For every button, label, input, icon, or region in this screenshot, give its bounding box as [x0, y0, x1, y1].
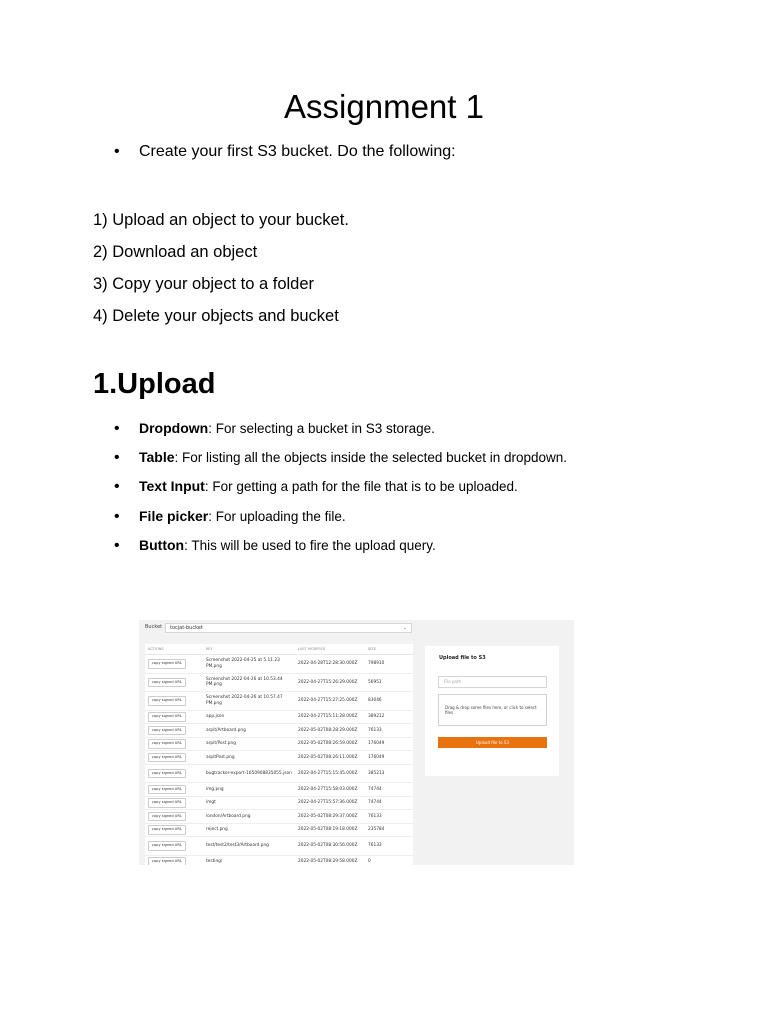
table-row — [145, 751, 413, 765]
steps-list — [93, 204, 349, 332]
key-cell: reject.png — [203, 823, 295, 837]
modified-cell: 2022-04-27T15:27:25.000Z — [295, 692, 365, 711]
actions-cell — [145, 810, 203, 824]
copy-signed-url-button[interactable]: copy signed URL — [148, 798, 186, 808]
modified-cell: 2022-04-27T15:58:03.000Z — [295, 783, 365, 797]
size-cell: 74744 — [365, 783, 413, 797]
key-cell: imgt — [203, 796, 295, 810]
key-cell: Screenshot 2022-04-26 at 10.53.44 PM.png — [203, 673, 295, 692]
feature-term: Text Input — [139, 478, 205, 495]
modified-cell: 2022-05-02T08:26:59.000Z — [295, 737, 365, 751]
copy-signed-url-button[interactable]: copy signed URL — [148, 785, 186, 795]
bucket-bar — [139, 620, 574, 636]
modified-cell: 2022-05-02T08:29:58.000Z — [295, 855, 365, 865]
actions-cell — [145, 855, 203, 865]
feature-desc: : For selecting a bucket in S3 storage. — [208, 421, 435, 436]
modified-cell: 2022-05-02T08:19:18.000Z — [295, 823, 365, 837]
actions-cell — [145, 692, 203, 711]
copy-signed-url-button[interactable]: copy signed URL — [148, 678, 186, 688]
column-header: LAST MODIFIED — [295, 644, 365, 655]
key-cell: app.json — [203, 710, 295, 724]
actions-cell — [145, 673, 203, 692]
feature-desc: : For listing all the objects inside the selected bucket in dropdown. — [174, 450, 568, 466]
key-cell: test/test2/test3/Artboard.png — [203, 837, 295, 856]
bucket-label: Bucket — [145, 624, 163, 630]
actions-cell — [145, 710, 203, 724]
key-cell: Screenshot 2022-04-25 at 5.11.23 PM.png — [203, 655, 295, 674]
section-heading: 1.Upload — [93, 368, 216, 400]
copy-signed-url-button[interactable]: copy signed URL — [148, 857, 186, 865]
bullet-icon: • — [114, 420, 120, 437]
feature-desc: : For uploading the file. — [208, 508, 346, 524]
feature-item — [114, 414, 734, 443]
key-cell: testing/ — [203, 855, 295, 865]
copy-signed-url-button[interactable]: copy signed URL — [148, 769, 186, 779]
step-item: 2) Download an object — [93, 243, 258, 261]
size-cell: 76133 — [365, 724, 413, 738]
bullet-icon: • — [114, 536, 120, 554]
feature-item — [114, 502, 734, 531]
copy-signed-url-button[interactable]: copy signed URL — [148, 739, 186, 749]
bullet-icon: • — [114, 507, 120, 525]
actions-cell — [145, 764, 203, 783]
size-cell: 74744 — [365, 796, 413, 810]
upload-card — [425, 646, 559, 776]
size-cell: 385213 — [365, 764, 413, 783]
objects-table — [145, 644, 413, 865]
bucket-value: tocjat-bucket — [170, 625, 203, 631]
actions-cell — [145, 823, 203, 837]
key-cell: arpit/Artboard.png — [203, 724, 295, 738]
modified-cell: 2022-04-27T15:11:28.000Z — [295, 710, 365, 724]
upload-button[interactable]: Upload file to S3 — [438, 737, 547, 748]
modified-cell: 2022-04-27T15:57:36.000Z — [295, 796, 365, 810]
actions-cell — [145, 724, 203, 738]
feature-item — [114, 443, 734, 472]
copy-signed-url-button[interactable]: copy signed URL — [148, 712, 186, 722]
feature-item — [114, 472, 734, 501]
size-cell: 76133 — [365, 837, 413, 856]
embedded-screenshot — [139, 620, 574, 865]
copy-signed-url-button[interactable]: copy signed URL — [148, 825, 186, 835]
modified-cell: 2022-04-27T15:26:29.000Z — [295, 673, 365, 692]
size-cell: 389212 — [365, 710, 413, 724]
column-header: KEY — [203, 644, 295, 655]
table-row — [145, 796, 413, 810]
size-cell: 235784 — [365, 823, 413, 837]
size-cell: 83046 — [365, 692, 413, 711]
key-cell: bugtracker-export-1650908835055.json — [203, 764, 295, 783]
column-header: ACTIONS — [145, 644, 203, 655]
feature-term: Dropdown — [139, 420, 209, 436]
chevron-down-icon: ⌄ — [402, 625, 407, 631]
copy-signed-url-button[interactable]: copy signed URL — [148, 659, 186, 669]
step-item: 1) Upload an object to your bucket. — [93, 211, 349, 229]
size-cell: 798910 — [365, 655, 413, 674]
key-cell: london/Artboard.png — [203, 810, 295, 824]
feature-term: Table — [139, 449, 175, 466]
page-title: Assignment 1 — [284, 88, 484, 125]
table-row — [145, 810, 413, 824]
table-header-row — [145, 644, 413, 655]
actions-cell — [145, 837, 203, 856]
step-item: 3) Copy your object to a folder — [93, 275, 315, 293]
intro-list — [114, 140, 456, 164]
upload-title: Upload file to S3 — [439, 655, 486, 661]
copy-signed-url-button[interactable]: copy signed URL — [148, 696, 186, 706]
feature-item — [114, 531, 734, 560]
modified-cell: 2022-04-27T15:15:45.000Z — [295, 764, 365, 783]
size-cell: 0 — [365, 855, 413, 865]
file-drop-zone[interactable]: Drag & drop some files here, or click to select files — [438, 694, 547, 726]
step-item: 4) Delete your objects and bucket — [93, 307, 339, 325]
table-row — [145, 823, 413, 837]
bullet-icon: • — [114, 449, 120, 467]
file-path-input[interactable]: File path — [438, 676, 547, 688]
table-row — [145, 855, 413, 865]
modified-cell: 2022-05-02T08:30:56.000Z — [295, 837, 365, 856]
feature-desc: : For getting a path for the file that is to be uploaded. — [204, 479, 518, 495]
bullet-icon: • — [114, 143, 120, 160]
bullet-icon: • — [114, 478, 120, 496]
modified-cell: 2022-05-02T08:28:29.000Z — [295, 724, 365, 738]
actions-cell — [145, 751, 203, 765]
actions-cell — [145, 655, 203, 674]
table-row — [145, 710, 413, 724]
size-cell: 176049 — [365, 751, 413, 765]
modified-cell: 2022-05-02T08:26:11.000Z — [295, 751, 365, 765]
intro-item — [114, 140, 456, 164]
table-row — [145, 737, 413, 751]
column-header: SIZE — [365, 644, 413, 655]
intro-text: Create your first S3 bucket. Do the following: — [139, 143, 456, 160]
table-row — [145, 764, 413, 783]
table-row — [145, 837, 413, 856]
modified-cell: 2022-05-02T08:29:37.000Z — [295, 810, 365, 824]
bucket-dropdown[interactable] — [165, 623, 412, 633]
size-cell: 76133 — [365, 810, 413, 824]
actions-cell — [145, 737, 203, 751]
actions-cell — [145, 783, 203, 797]
feature-term: Button — [139, 536, 185, 553]
size-cell: 56951 — [365, 673, 413, 692]
features-list — [114, 414, 734, 560]
copy-signed-url-button[interactable]: copy signed URL — [148, 841, 186, 851]
copy-signed-url-button[interactable]: copy signed URL — [148, 726, 186, 736]
key-cell: arpitPost.png — [203, 751, 295, 765]
table-row — [145, 692, 413, 711]
copy-signed-url-button[interactable]: copy signed URL — [148, 812, 186, 822]
table-row — [145, 783, 413, 797]
table-body — [145, 655, 413, 866]
key-cell: img.png — [203, 783, 295, 797]
table-row — [145, 655, 413, 674]
key-cell: Screenshot 2022-04-26 at 10.57.47 PM.png — [203, 692, 295, 711]
modified-cell: 2022-04-28T12:28:30.000Z — [295, 655, 365, 674]
actions-cell — [145, 796, 203, 810]
table-row — [145, 673, 413, 692]
key-cell: arpit/Post.png — [203, 737, 295, 751]
feature-desc: : This will be used to fire the upload query. — [184, 537, 436, 553]
table-row — [145, 724, 413, 738]
size-cell: 176049 — [365, 737, 413, 751]
feature-term: File picker — [139, 507, 209, 524]
copy-signed-url-button[interactable]: copy signed URL — [148, 753, 186, 763]
